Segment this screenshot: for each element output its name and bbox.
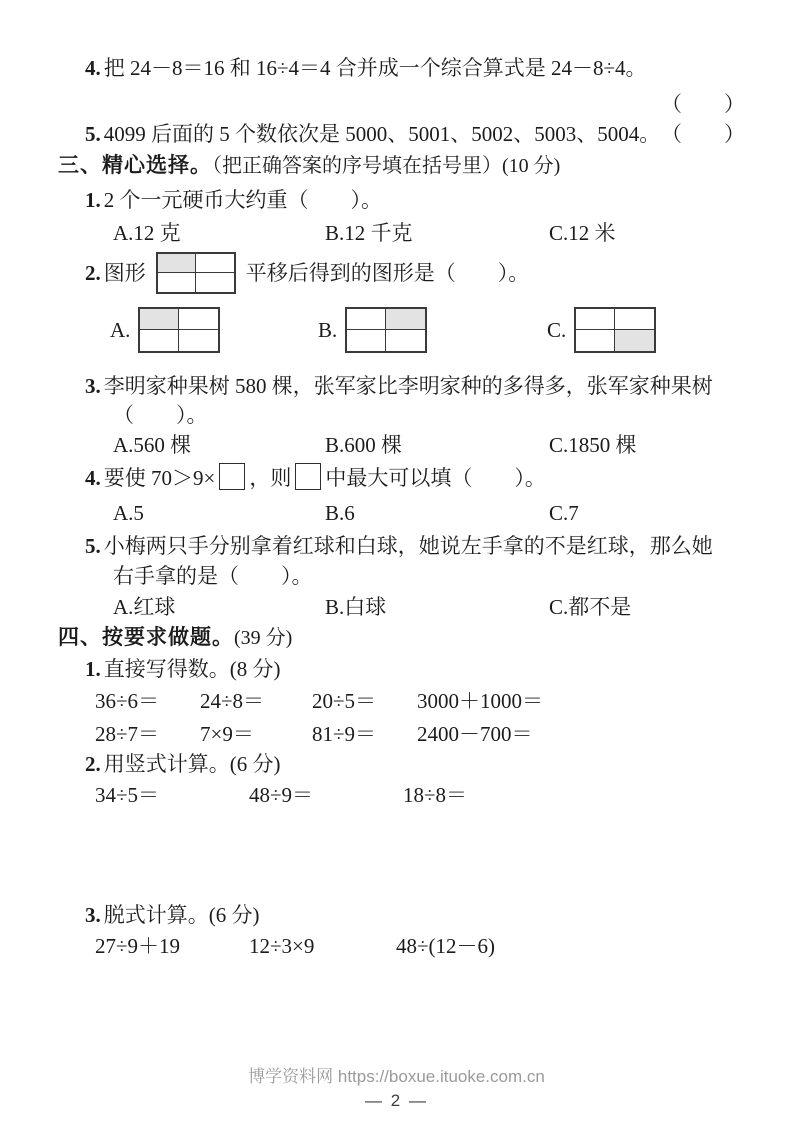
question-text: 小梅两只手分别拿着红球和白球，她说左手拿的不是红球，那么她 — [103, 534, 713, 558]
grid-cell — [386, 309, 425, 330]
expression: 28÷7＝ — [95, 722, 160, 746]
work-q2-row — [95, 781, 467, 809]
question-number: 1. — [85, 188, 101, 212]
work-q2-title — [85, 750, 281, 778]
option-c — [547, 307, 656, 353]
question-number: 3. — [85, 903, 101, 927]
question-text: （ ）。 — [113, 403, 208, 427]
option-label: C. — [547, 317, 567, 342]
grid-cell — [615, 309, 654, 330]
judge-item-4-bracket-row — [661, 90, 745, 118]
grid-cell — [179, 330, 218, 351]
judge-item-4 — [85, 54, 647, 82]
option-b: B.6 — [325, 501, 355, 525]
expression: 34÷5＝ — [95, 783, 160, 807]
choice-q5-stem-line1 — [85, 532, 713, 560]
page-number-text: — 2 — — [365, 1091, 428, 1110]
question-number: 1. — [85, 657, 101, 681]
blank-box — [219, 463, 245, 490]
option-label: B. — [318, 317, 338, 342]
grid-cell — [615, 330, 654, 351]
expression: 36÷6＝ — [95, 689, 160, 713]
grid-cell — [576, 309, 615, 330]
choice-q4-stem — [85, 463, 546, 492]
expression: 20÷5＝ — [312, 689, 377, 713]
question-number: 2. — [85, 752, 101, 776]
grid-cell — [347, 330, 386, 351]
option-c: C.1850 棵 — [549, 433, 637, 457]
question-text: 右手拿的是（ ）。 — [113, 564, 313, 588]
watermark-text: 博学资料网 https://boxue.ituoke.com.cn — [248, 1067, 545, 1086]
question-text: 2 个一元硬币大约重（ ）。 — [103, 188, 382, 212]
work-q3-title — [85, 901, 260, 929]
expression: 7×9＝ — [200, 722, 254, 746]
question-text: 4099 后面的 5 个数依次是 5000、5001、5002、5003、5004。 — [103, 122, 661, 146]
choice-q2-options — [110, 306, 656, 354]
question-text: ，则 — [249, 466, 292, 490]
answer-bracket: （ ） — [661, 92, 745, 116]
question-text: 用竖式计算。(6 分) — [103, 752, 281, 776]
expression: 27÷9＋19 — [95, 934, 181, 958]
grid-cell — [196, 273, 234, 292]
grid-cell — [179, 309, 218, 330]
choice-q5-options — [113, 593, 631, 621]
expression: 2400－700＝ — [417, 722, 533, 746]
footer-watermark — [0, 1066, 793, 1089]
grid-cell — [140, 309, 179, 330]
question-number: 4. — [85, 466, 101, 490]
work-q1-row2 — [95, 720, 533, 748]
grid-figure — [345, 307, 427, 353]
section-note: (39 分) — [234, 627, 293, 649]
section-title: 三、精心选择。 — [58, 154, 212, 177]
choice-q5-stem-line2 — [113, 562, 313, 590]
grid-figure — [156, 252, 236, 294]
work-q3-row — [95, 932, 495, 960]
option-c: C.12 米 — [549, 221, 616, 245]
option-b: B.白球 — [325, 595, 387, 619]
section-note: （把正确答案的序号填在括号里）(10 分) — [212, 155, 561, 177]
judge-item-5 — [85, 120, 745, 148]
blank-box — [295, 463, 321, 490]
work-q1-title — [85, 655, 281, 683]
section-four-heading — [58, 623, 292, 652]
section-three-heading — [58, 151, 560, 180]
question-text: 要使 70＞9× — [103, 466, 216, 490]
question-number: 3. — [85, 374, 101, 398]
grid-cell — [386, 330, 425, 351]
option-label: A. — [110, 317, 131, 342]
expression: 3000＋1000＝ — [417, 689, 543, 713]
grid-figure — [574, 307, 656, 353]
section-title: 四、按要求做题。 — [58, 626, 234, 649]
option-a: A.12 克 — [113, 221, 181, 245]
choice-q3-stem-line1 — [85, 372, 713, 400]
work-q1-row1 — [95, 687, 543, 715]
question-line — [85, 120, 660, 148]
option-a — [110, 307, 318, 353]
grid-cell — [347, 309, 386, 330]
question-text: 李明家种果树 580 棵，张军家比李明家种的多得多，张军家种果树 — [103, 374, 713, 398]
question-text: 图形 — [103, 260, 146, 285]
option-c: C.7 — [549, 501, 579, 525]
choice-q1-stem — [85, 186, 382, 214]
expression: 48÷9＝ — [249, 783, 314, 807]
option-b — [318, 307, 547, 353]
answer-bracket: （ ） — [661, 122, 745, 146]
option-a: A.红球 — [113, 595, 176, 619]
grid-cell — [576, 330, 615, 351]
question-text: 直接写得数。(8 分) — [103, 657, 281, 681]
choice-q3-stem-line2 — [113, 401, 208, 429]
expression: 81÷9＝ — [312, 722, 377, 746]
expression: 48÷(12－6) — [396, 934, 496, 958]
option-a: A.5 — [113, 501, 144, 525]
choice-q1-options — [113, 219, 616, 247]
choice-q2-stem — [85, 249, 529, 297]
option-b: B.600 棵 — [325, 433, 403, 457]
page-number — [0, 1090, 793, 1113]
question-number: 5. — [85, 534, 101, 558]
question-text: 把 24－8＝16 和 16÷4＝4 合并成一个综合算式是 24－8÷4。 — [103, 56, 647, 80]
expression: 24÷8＝ — [200, 689, 265, 713]
grid-cell — [158, 273, 196, 292]
question-text: 中最大可以填（ ）。 — [325, 466, 546, 490]
grid-cell — [140, 330, 179, 351]
expression: 12÷3×9 — [249, 934, 315, 958]
grid-cell — [158, 254, 196, 273]
grid-figure — [138, 307, 220, 353]
expression: 18÷8＝ — [403, 783, 468, 807]
choice-q4-options — [113, 499, 579, 527]
question-text: 平移后得到的图形是（ ）。 — [245, 260, 530, 285]
option-a: A.560 棵 — [113, 433, 192, 457]
question-number: 5. — [85, 122, 101, 146]
question-text: 脱式计算。(6 分) — [103, 903, 260, 927]
option-c: C.都不是 — [549, 595, 632, 619]
option-b: B.12 千克 — [325, 221, 413, 245]
choice-q3-options — [113, 431, 637, 459]
grid-cell — [196, 254, 234, 273]
question-number: 4. — [85, 56, 101, 80]
question-number: 2. — [85, 260, 101, 285]
